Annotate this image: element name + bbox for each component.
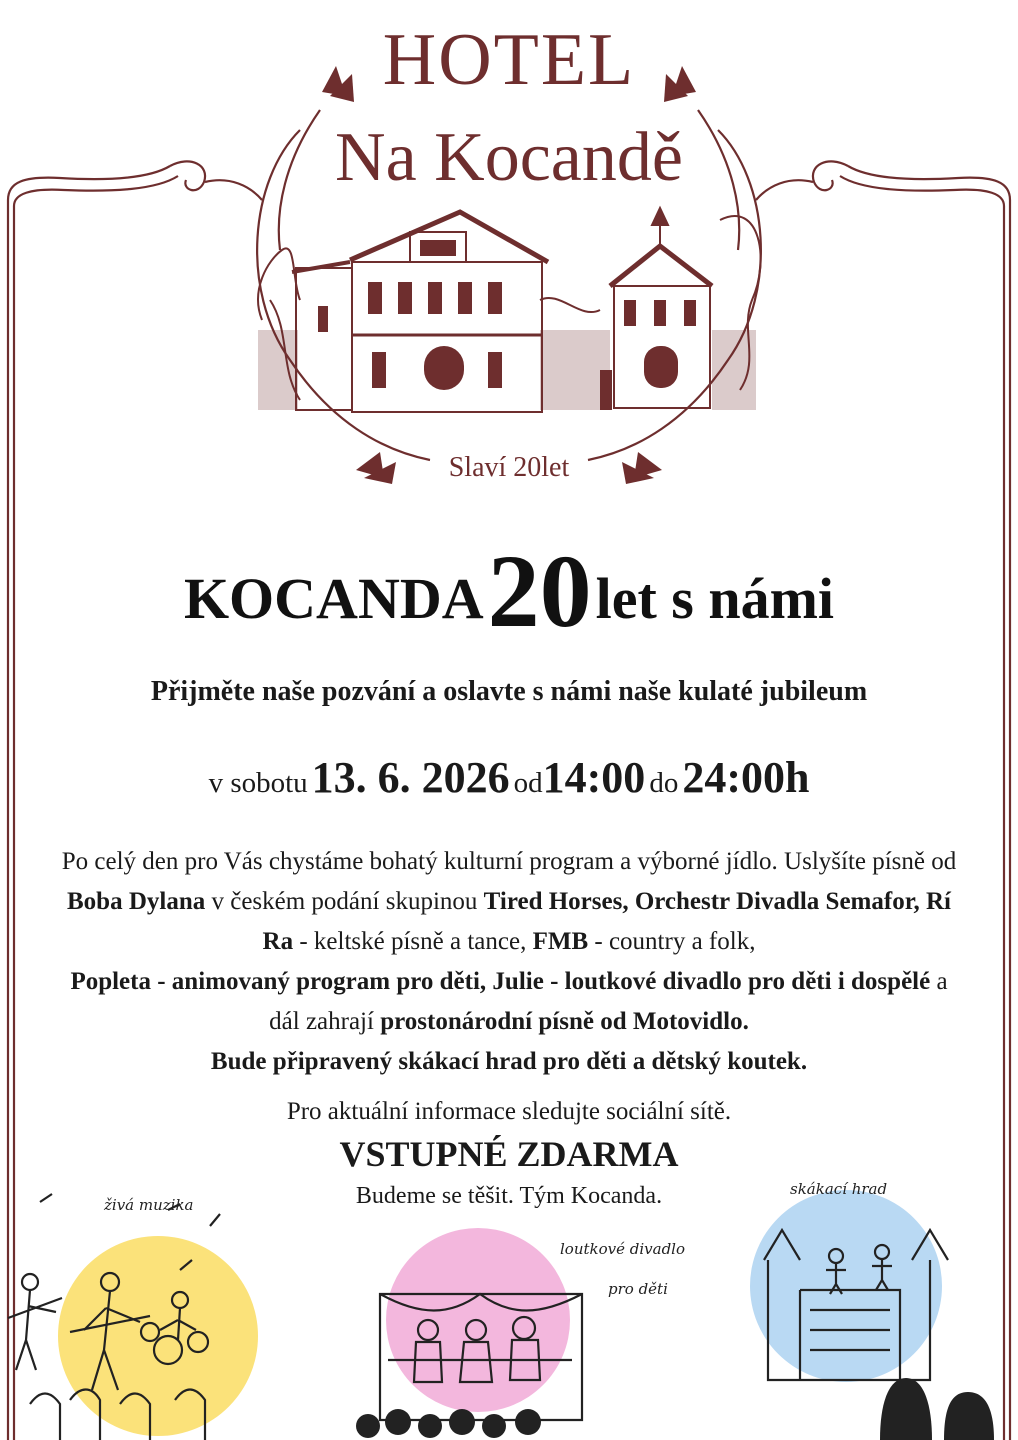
program-highlight: Tired Horses, Orchestr Divadla Semafor, Rí Ra — [262, 888, 952, 955]
program-text: a dál zahrají — [269, 968, 948, 1035]
social-info: Pro aktuální informace sledujte sociální sítě. — [286, 1098, 732, 1125]
program-highlight: FMB — [532, 928, 589, 955]
event-date-line — [0, 752, 1018, 803]
invitation-line: Přijměte naše pozvání a oslavte s námi naše kulaté jubileum — [150, 676, 868, 707]
to-word: do — [649, 767, 679, 799]
date-prefix: v sobotu — [208, 767, 308, 799]
headline-kocanda: KOCANDA — [183, 566, 484, 631]
program-text: - country a folk, — [588, 928, 756, 955]
live-music-illustration — [8, 1194, 258, 1440]
puppet-theatre-illustration — [356, 1228, 582, 1438]
event-date: 13. 6. 2026 — [311, 753, 510, 802]
label-bouncy-castle: skákací hrad — [790, 1180, 888, 1198]
program-text: Po celý den pro Vás chystáme bohatý kulturní program a výborné jídlo. Uslyšíte písně od — [61, 848, 957, 875]
label-puppet-theatre: loutkové divadlo — [560, 1240, 686, 1258]
headline-number: 20 — [487, 534, 592, 649]
bouncy-castle-illustration — [750, 1190, 994, 1440]
label-live-music: živá muzika — [104, 1196, 194, 1214]
illustrations — [0, 1190, 1018, 1440]
logo-hotel-word: HOTEL — [382, 19, 636, 101]
headline-tail: let s námi — [595, 566, 835, 631]
closing-signature: Budeme se těšit. Tým Kocanda. — [355, 1183, 663, 1209]
label-for-kids: pro děti — [608, 1280, 668, 1298]
logo-subtitle: Slaví 20let — [448, 452, 570, 483]
logo-hotel-name: Na Kocandě — [335, 119, 683, 196]
program-highlight: Popleta - animovaný program pro děti, Julie - loutkové divadlo pro děti i dospělé — [70, 968, 931, 995]
free-entry: VSTUPNÉ ZDARMA — [339, 1134, 679, 1174]
headline — [0, 532, 1018, 651]
program-highlight: Bude připravený skákací hrad pro děti a dětský koutek. — [210, 1048, 808, 1075]
program-text: v českém podání skupinou — [205, 888, 484, 915]
from-time: 14:00 — [542, 753, 646, 802]
program-highlight: prostonárodní písně od Motovidlo. — [380, 1008, 749, 1035]
from-word: od — [513, 767, 543, 799]
program-text: - keltské písně a tance, — [293, 928, 533, 955]
program-description — [60, 842, 958, 1082]
to-time: 24:00h — [682, 753, 810, 802]
program-highlight: Boba Dylana — [66, 888, 206, 915]
